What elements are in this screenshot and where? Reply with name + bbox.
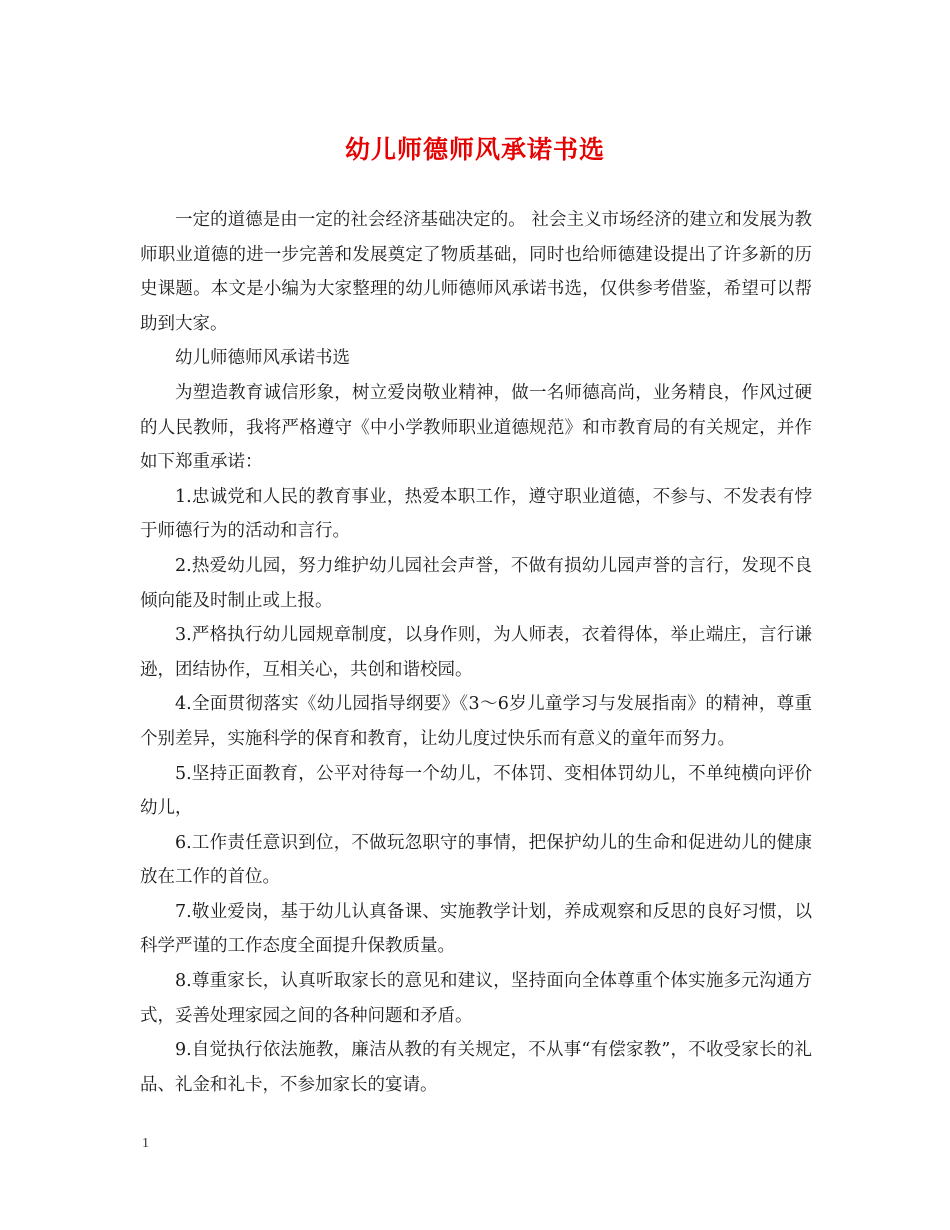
pledge-item-8: 8.尊重家长，认真听取家长的意见和建议，坚持面向全体尊重个体实施多元沟通方式，妥善处理家园之间的各种问题和矛盾。 bbox=[140, 971, 812, 1026]
pledge-item-3: 3.严格执行幼儿园规章制度，以身作则，为人师表，衣着得体，举止端庄，言行谦逊，团结协作，互相关心，共创和谐校园。 bbox=[140, 625, 812, 680]
document-body bbox=[140, 203, 812, 1102]
pledge-item-9: 9.自觉执行依法施教，廉洁从教的有关规定，不从事“有偿家教”，不收受家长的礼品、礼金和礼卡，不参加家长的宴请。 bbox=[140, 1040, 812, 1095]
pledge-item-7: 7.敬业爱岗，基于幼儿认真备课、实施教学计划，养成观察和反思的良好习惯，以科学严谨的工作态度全面提升保教质量。 bbox=[140, 901, 812, 957]
pledge-item-6: 6.工作责任意识到位，不做玩忽职守的事情，把保护幼儿的生命和促进幼儿的健康放在工作的首位。 bbox=[140, 832, 812, 888]
pledge-item-2: 2.热爱幼儿园，努力维护幼儿园社会声誉，不做有损幼儿园声誉的言行，发现不良倾向能及时制止或上报。 bbox=[140, 555, 812, 611]
section-subtitle: 幼儿师德师风承诺书选 bbox=[175, 348, 350, 369]
pledge-item-4: 4.全面贯彻落实《幼儿园指导纲要》《3～6岁儿童学习与发展指南》的精神，尊重个别差异，实施科学的保育和教育，让幼儿度过快乐而有意义的童年而努力。 bbox=[140, 694, 812, 749]
page-number: 1 bbox=[142, 1136, 149, 1151]
pledge-item-1: 1.忠诚党和人民的教育事业，热爱本职工作，遵守职业道德，不参与、不发表有悖于师德行为的活动和言行。 bbox=[140, 486, 812, 542]
intro-paragraph: 一定的道德是由一定的社会经济基础决定的。 社会主义市场经济的建立和发展为教师职业道德的进一步完善和发展奠定了物质基础，同时也给师德建设提出了许多新的历史课题。本文是小编为大家整理的幼儿师德师风承诺书选，仅供参考借鉴，希望可以帮助到大家。 bbox=[140, 210, 812, 334]
pledge-item-5: 5.坚持正面教育，公平对待每一个幼儿，不体罚、变相体罚幼儿，不单纯横向评价幼儿， bbox=[140, 763, 812, 819]
preamble-paragraph: 为塑造教育诚信形象，树立爱岗敬业精神，做一名师德高尚，业务精良，作风过硬的人民教师，我将严格遵守《中小学教师职业道德规范》和市教育局的有关规定，并作如下郑重承诺： bbox=[140, 382, 812, 473]
document-title: 幼儿师德师风承诺书选 bbox=[344, 135, 605, 164]
